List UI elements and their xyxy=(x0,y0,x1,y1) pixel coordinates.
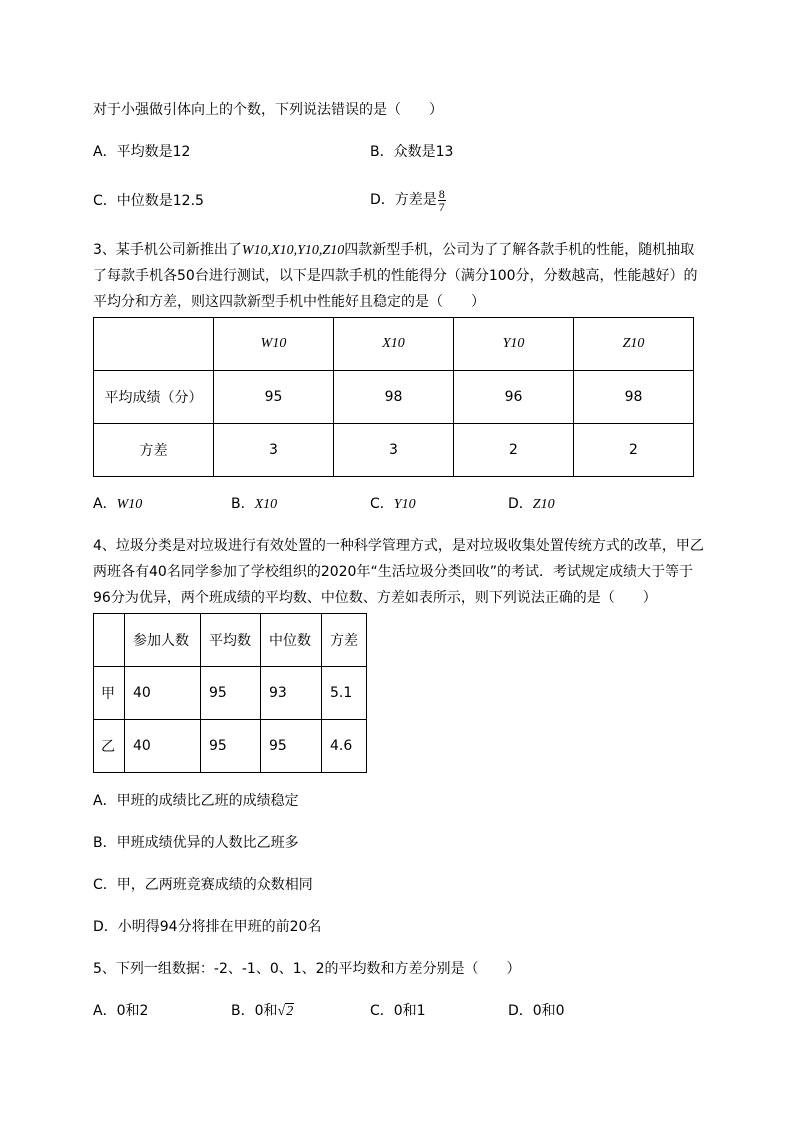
table-header-cell: 平均数 xyxy=(201,614,261,667)
table-cell: 乙 xyxy=(94,720,125,773)
q2-option-b: B．众数是13 xyxy=(370,144,454,160)
table-cell: 3 xyxy=(334,424,454,477)
table-header-row xyxy=(94,614,367,667)
q5-option-a: A．0和2 xyxy=(93,1003,149,1019)
option-value: W10 xyxy=(116,497,143,512)
table-cell: 95 xyxy=(201,667,261,720)
q5-option-b xyxy=(231,1001,294,1022)
q3-option-c xyxy=(370,494,416,515)
table-cell: 95 xyxy=(261,720,322,773)
table-header-cell: W10 xyxy=(214,318,334,371)
q3-line1-b: 四款新型手机，公司为了了解各款手机的性能，随机抽取 xyxy=(344,242,695,258)
q3-option-d xyxy=(508,494,555,515)
table-cell: 甲 xyxy=(94,667,125,720)
table-cell: 2 xyxy=(574,424,694,477)
fraction-denominator: 7 xyxy=(438,199,445,214)
sqrt-symbol: √2 xyxy=(277,1004,294,1019)
q4-table xyxy=(93,613,367,773)
table-header-cell xyxy=(94,614,125,667)
q2-option-d-prefix: D．方差是 xyxy=(370,192,437,208)
q4-option-b: B．甲班成绩优异的人数比乙班多 xyxy=(93,835,299,851)
q3-table xyxy=(93,317,694,477)
option-value: Z10 xyxy=(532,497,555,512)
q3-option-a xyxy=(93,494,142,515)
table-header-cell: X10 xyxy=(334,318,454,371)
q4-option-c: C．甲，乙两班竞赛成绩的众数相同 xyxy=(93,877,313,893)
table-cell: 40 xyxy=(125,720,201,773)
q2-option-d xyxy=(370,186,446,214)
q3-stem-line3: 平均分和方差，则这四款新型手机中性能好且稳定的是（ ） xyxy=(93,294,485,310)
table-row xyxy=(94,720,367,773)
table-cell: 96 xyxy=(454,371,574,424)
option-letter: A． xyxy=(93,496,117,512)
table-cell: 98 xyxy=(334,371,454,424)
q2-option-a: A．平均数是12 xyxy=(93,144,191,160)
table-cell: 2 xyxy=(454,424,574,477)
table-header-cell: 中位数 xyxy=(261,614,322,667)
table-cell: 93 xyxy=(261,667,322,720)
q3-line1-a: 3、某手机公司新推出了 xyxy=(93,242,242,258)
q4-stem-line1: 4、垃圾分类是对垃圾进行有效处置的一种科学管理方式，是对垃圾收集处置传统方式的改革，甲乙 xyxy=(93,538,704,554)
table-cell: 4.6 xyxy=(322,720,367,773)
table-header-cell: Y10 xyxy=(454,318,574,371)
q3-line1-models: W10,X10,Y10,Z10 xyxy=(241,243,345,258)
q3-option-b xyxy=(231,494,277,515)
option-value: Y10 xyxy=(393,497,416,512)
table-cell: 40 xyxy=(125,667,201,720)
q5-option-b-prefix: B．0和 xyxy=(231,1003,278,1019)
q2-option-c: C．中位数是12.5 xyxy=(93,193,204,209)
q2-stem: 对于小强做引体向上的个数，下列说法错误的是（ ） xyxy=(93,102,443,118)
option-letter: C． xyxy=(370,496,394,512)
option-value: X10 xyxy=(254,497,278,512)
fraction xyxy=(438,188,446,213)
q4-stem-line3: 96分为优异，两个班成绩的平均数、中位数、方差如表所示，则下列说法正确的是（ ） xyxy=(93,590,657,606)
table-cell: 5.1 xyxy=(322,667,367,720)
table-cell: 方差 xyxy=(94,424,214,477)
table-cell: 98 xyxy=(574,371,694,424)
table-header-cell: Z10 xyxy=(574,318,694,371)
q3-stem-line2: 了每款手机各50台进行测试，以下是四款手机的性能得分（满分100分，分数越高，性能越好）的 xyxy=(93,268,698,284)
fraction-numerator: 8 xyxy=(438,186,445,201)
q4-option-a: A．甲班的成绩比乙班的成绩稳定 xyxy=(93,793,299,809)
table-cell: 3 xyxy=(214,424,334,477)
table-header-row xyxy=(94,318,694,371)
q4-option-d: D．小明得94分将排在甲班的前20名 xyxy=(93,919,322,935)
table-cell: 95 xyxy=(214,371,334,424)
table-header-cell: 方差 xyxy=(322,614,367,667)
q3-stem-line1 xyxy=(93,240,694,261)
table-cell: 平均成绩（分） xyxy=(94,371,214,424)
q4-stem-line2: 两班各有40名同学参加了学校组织的2020年“生活垃圾分类回收”的考试．考试规定成绩大于等于 xyxy=(93,564,693,580)
table-cell: 95 xyxy=(201,720,261,773)
table-row xyxy=(94,667,367,720)
q5-option-d: D．0和0 xyxy=(508,1003,565,1019)
option-letter: D． xyxy=(508,496,533,512)
table-header-cell xyxy=(94,318,214,371)
table-row xyxy=(94,371,694,424)
q5-option-c: C．0和1 xyxy=(370,1003,426,1019)
option-letter: B． xyxy=(231,496,255,512)
q5-stem: 5、下列一组数据：-2、-1、0、1、2的平均数和方差分别是（ ） xyxy=(93,961,521,977)
table-header-cell: 参加人数 xyxy=(125,614,201,667)
table-row xyxy=(94,424,694,477)
sqrt-radicand: 2 xyxy=(286,1004,294,1019)
